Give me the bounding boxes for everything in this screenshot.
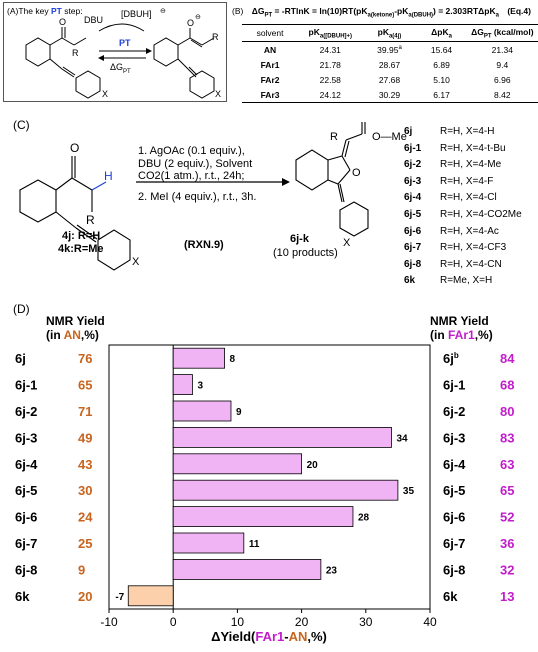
category-label-right: 6j-2 bbox=[443, 404, 466, 419]
svg-text:O: O bbox=[352, 167, 361, 179]
left-header: NMR Yield (in AN,%) bbox=[46, 314, 105, 342]
list-item: 6j-1 R=H, X=4-t-Bu bbox=[404, 142, 506, 154]
svg-text:R: R bbox=[330, 131, 338, 143]
yield-an-label: 24 bbox=[78, 509, 93, 525]
panel-b-equation: (B) $\Delta G_{PT} = -RTlnK = \ln(10)RT(pK_{a(ketone)}-pK_{a(DBUH)}) = 2.303RT\Delta pK_a$ (Eq.4) bbox=[232, 6, 531, 19]
svg-text:PT: PT bbox=[123, 69, 131, 75]
bar-value-label: 3 bbox=[197, 380, 204, 392]
svg-text:[DBUH]: [DBUH] bbox=[121, 9, 152, 19]
table-row: FAr1 21.78 28.67 6.89 9.4 bbox=[260, 59, 509, 70]
list-item: 6j R=H, X=4-H bbox=[404, 126, 495, 137]
bar-value-label: -7 bbox=[115, 591, 125, 603]
table-row: FAr2 22.58 27.68 5.10 6.96 bbox=[260, 74, 511, 85]
bar-value-label: 8 bbox=[229, 354, 236, 366]
svg-text:X: X bbox=[215, 89, 222, 99]
list-item: 6j-8 R=H, X=4-CN bbox=[404, 258, 502, 270]
list-item: 6j-6 R=H, X=4-Ac bbox=[404, 225, 499, 237]
list-item: 6j-5 R=H, X=4-CO2Me bbox=[404, 208, 522, 220]
svg-text:R: R bbox=[86, 213, 95, 227]
category-label-left: 6j-6 bbox=[15, 509, 38, 525]
bar-value-label: 28 bbox=[357, 512, 370, 524]
svg-text:X: X bbox=[132, 256, 140, 268]
yield-an-label: 49 bbox=[78, 430, 93, 446]
bar bbox=[173, 427, 391, 447]
svg-text:4k:R=Me: 4k:R=Me bbox=[58, 243, 104, 255]
bar bbox=[173, 507, 353, 527]
category-label-right: 6j-1 bbox=[443, 377, 466, 393]
bar-value-label: 34 bbox=[396, 433, 408, 445]
panel-c-label: (C) bbox=[13, 118, 30, 132]
list-item: 6j-3 R=H, X=4-F bbox=[404, 175, 494, 187]
svg-text:DBU: DBU bbox=[84, 15, 104, 25]
category-label-right: 6k bbox=[443, 588, 458, 604]
bar bbox=[173, 348, 224, 368]
bar bbox=[173, 454, 301, 474]
right-header: NMR Yield (in FAr1,%) bbox=[430, 314, 493, 342]
table-row: FAr3 24.12 30.29 6.17 8.42 bbox=[242, 87, 538, 103]
svg-text:6j-k: 6j-k bbox=[290, 233, 309, 245]
category-label-right: 6j-7 bbox=[443, 536, 466, 551]
panel-d-label: (D) bbox=[13, 302, 30, 316]
category-label-right: $6j^b$ bbox=[443, 351, 459, 367]
atom-r: R bbox=[72, 48, 79, 58]
svg-text:4j: R=H: 4j: R=H bbox=[62, 230, 101, 242]
x-tick-label: 20 bbox=[294, 615, 309, 629]
category-label-right: 6j-3 bbox=[443, 430, 466, 446]
category-label-left: 6j-8 bbox=[15, 562, 38, 578]
category-label-right: 6j-6 bbox=[443, 509, 466, 525]
yield-far1-label: 36 bbox=[500, 536, 515, 551]
category-label-right: 6j-8 bbox=[443, 562, 466, 578]
yield-far1-label: 63 bbox=[500, 456, 515, 472]
svg-text:2. MeI (4 equiv.), r.t., 3h.: 2. MeI (4 equiv.), r.t., 3h. bbox=[138, 191, 257, 203]
yield-far1-label: 52 bbox=[500, 509, 515, 525]
bar bbox=[173, 375, 192, 395]
list-item: 6j-7 R=H, X=4-CF3 bbox=[404, 242, 507, 254]
list-item: 6j-4 R=H, X=4-Cl bbox=[404, 192, 497, 204]
svg-text:H: H bbox=[104, 169, 113, 183]
category-label-left: 6j-5 bbox=[15, 483, 38, 499]
svg-text:PT: PT bbox=[119, 38, 131, 48]
svg-text:⊖: ⊖ bbox=[195, 14, 201, 21]
x-tick-label: 40 bbox=[423, 615, 437, 629]
yield-far1-label: 13 bbox=[500, 588, 515, 604]
header-solvent: solvent bbox=[242, 25, 298, 42]
bar-value-label: 11 bbox=[248, 539, 260, 550]
bar-value-label: 20 bbox=[306, 459, 318, 471]
yield-an-label: 43 bbox=[78, 456, 93, 472]
bar bbox=[173, 559, 321, 579]
category-label-left: 6j bbox=[15, 351, 26, 367]
x-tick-label: 10 bbox=[230, 615, 245, 629]
yield-an-label: 30 bbox=[78, 483, 93, 499]
yield-far1-label: 83 bbox=[500, 430, 515, 446]
category-label-left: 6j-4 bbox=[15, 456, 38, 472]
x-tick-label: -10 bbox=[100, 615, 118, 629]
yield-an-label: 76 bbox=[78, 351, 93, 367]
category-label-right: 6j-5 bbox=[443, 483, 466, 499]
bar-value-label: 35 bbox=[402, 486, 415, 498]
bar bbox=[173, 533, 244, 553]
bar bbox=[173, 480, 398, 500]
panel-a-title: (A)The key PT step: bbox=[7, 6, 83, 16]
bar bbox=[173, 401, 231, 421]
svg-text:⊖: ⊖ bbox=[160, 8, 166, 15]
category-label-right: 6j-4 bbox=[443, 456, 466, 472]
category-label-left: 6j-3 bbox=[15, 430, 38, 446]
svg-text:1. AgOAc (0.1 equiv.),: 1. AgOAc (0.1 equiv.), bbox=[138, 145, 245, 157]
category-label-left: 6j-7 bbox=[15, 536, 38, 551]
yield-far1-label: 80 bbox=[500, 404, 515, 419]
yield-an-label: 71 bbox=[78, 404, 93, 419]
category-label-left: 6j-2 bbox=[15, 404, 38, 419]
category-label-left: 6j-1 bbox=[15, 377, 38, 393]
svg-text:O: O bbox=[70, 141, 80, 155]
svg-text:ΔG: ΔG bbox=[110, 62, 124, 72]
yield-an-label: 20 bbox=[78, 588, 93, 604]
svg-text:R: R bbox=[212, 32, 219, 42]
svg-text:(RXN.9): (RXN.9) bbox=[184, 239, 224, 251]
svg-text:O—Me: O—Me bbox=[372, 131, 407, 143]
yield-far1-label: 84 bbox=[500, 351, 515, 367]
svg-text:(10 products): (10 products) bbox=[273, 247, 338, 259]
atom-o: O bbox=[59, 17, 67, 27]
bar bbox=[128, 586, 173, 606]
bar-value-label: 23 bbox=[325, 565, 337, 577]
atom-x: X bbox=[102, 89, 109, 99]
yield-far1-label: 32 bbox=[500, 562, 515, 578]
svg-text:CO2(1 atm.), r.t., 24h;: CO2(1 atm.), r.t., 24h; bbox=[138, 170, 245, 182]
x-axis-label: ΔYield(FAr1-AN,%) bbox=[211, 629, 327, 644]
yield-an-label: 65 bbox=[78, 377, 93, 393]
svg-text:DBU (2 equiv.), Solvent: DBU (2 equiv.), Solvent bbox=[138, 158, 253, 170]
yield-an-label: 25 bbox=[78, 536, 93, 551]
x-tick-label: 0 bbox=[169, 615, 177, 629]
list-item: 6k R=Me, X=H bbox=[404, 275, 493, 287]
table-row: AN 24.31 39.95$^a$ 15.64 21.34 bbox=[263, 44, 513, 55]
svg-text:O: O bbox=[187, 18, 195, 28]
list-item: 6j-2 R=H, X=4-Me bbox=[404, 159, 502, 171]
category-label-left: 6k bbox=[15, 588, 30, 604]
svg-text:X: X bbox=[343, 237, 351, 249]
yield-far1-label: 65 bbox=[500, 483, 515, 499]
x-tick-label: 30 bbox=[359, 615, 373, 629]
yield-an-label: 9 bbox=[78, 562, 86, 578]
table-header-row: solvent $pK_{a([DBUH]+)}$ $pK_{a(4j)}$ ΔpK$_a$ $\Delta G_{PT}$ (kcal/mol) bbox=[242, 25, 538, 42]
yield-far1-label: 68 bbox=[500, 377, 515, 393]
bar-value-label: 9 bbox=[235, 407, 242, 418]
